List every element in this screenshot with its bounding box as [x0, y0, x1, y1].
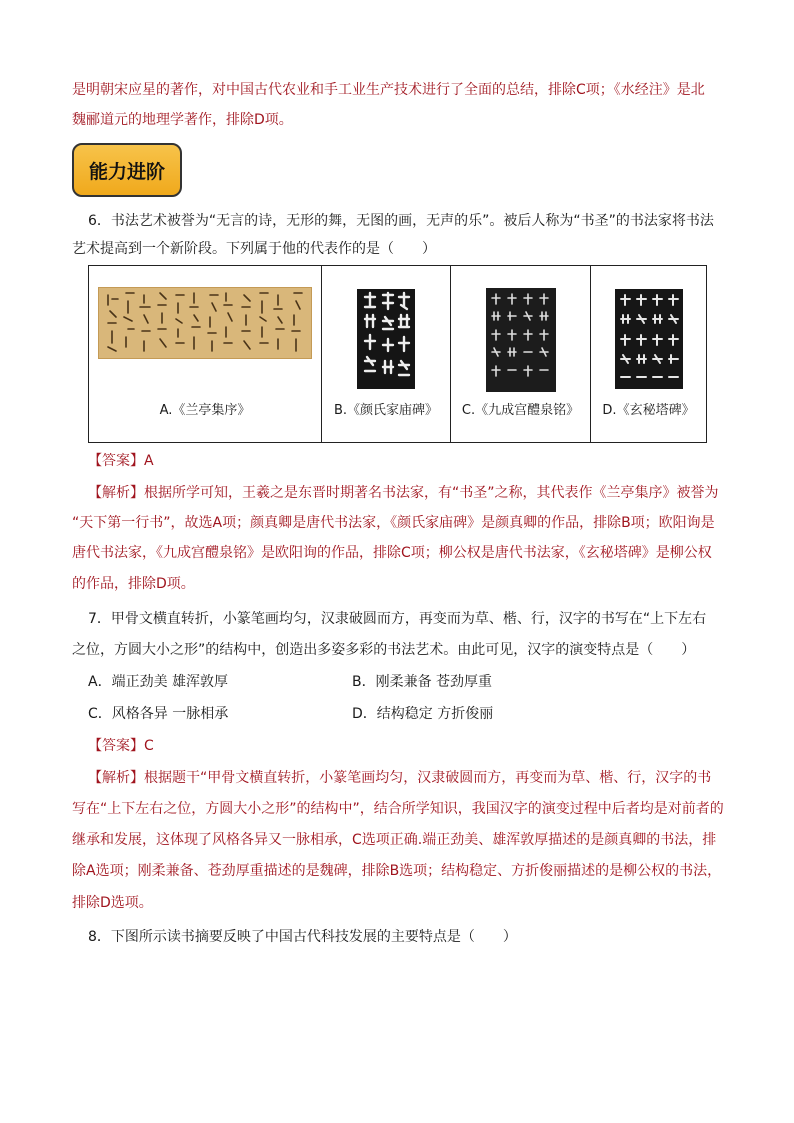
q6-answer — [88, 451, 154, 471]
q7-option-a[interactable]: A．端正劲美 雄浑敦厚 — [88, 674, 229, 690]
intro-line-1: 是明朝宋应星的著作，对中国古代农业和手工业生产技术进行了全面的总结，排除C项；《水经注》是北 — [72, 82, 705, 98]
q6-option-c[interactable] — [451, 266, 591, 443]
section-badge: 能力进阶 — [72, 143, 182, 197]
q7-option-c[interactable]: C．风格各异 一脉相承 — [88, 706, 229, 722]
q7-analysis-text-1: 根据题干“甲骨文横直转折，小篆笔画均匀，汉隶破圆而方，再变而为草、楷、行，汉字的书 — [144, 770, 712, 786]
q7-answer — [88, 736, 154, 756]
q6-analysis-line-3: 唐代书法家，《九成宫醴泉铭》是欧阳询的作品，排除C项；柳公权是唐代书法家，《玄秘塔碑》是柳公权 — [72, 545, 712, 561]
calligraphy-jiucheng-image — [486, 288, 556, 392]
q7-analysis-line-5: 排除D选项。 — [72, 895, 153, 911]
q7-stem-line-2: 之位，方圆大小之形”的结构中，创造出多姿多彩的书法艺术。由此可见，汉字的演变特点是（ ） — [72, 642, 696, 658]
q7-stem-line-1: 7．甲骨文横直转折，小篆笔画均匀，汉隶破圆而方，再变而为草、楷、行，汉字的书写在“上下左右 — [88, 611, 707, 627]
q7-analysis-line-4: 除A选项；刚柔兼备、苍劲厚重描述的是魏碑，排除B选项；结构稳定、方折俊丽描述的是柳公权的书法， — [72, 863, 722, 879]
q6-option-a[interactable] — [89, 266, 322, 443]
intro-line-2: 魏郦道元的地理学著作，排除D项。 — [72, 112, 293, 128]
q7-option-d[interactable]: D．结构稳定 方折俊丽 — [352, 706, 494, 722]
calligraphy-yanshi-image — [357, 289, 415, 389]
q6-analysis-line-4: 的作品，排除D项。 — [72, 576, 195, 592]
q6-option-d[interactable] — [591, 266, 707, 443]
q6-answer-tag: 【答案】 — [88, 453, 144, 469]
q7-analysis-line-2: 写在“上下左右之位，方圆大小之形”的结构中”，结合所学知识，我国汉字的演变过程中后者均是对前者的 — [72, 801, 724, 817]
q6-options-table — [88, 265, 707, 443]
q7-answer-value: C — [144, 738, 154, 754]
q7-analysis-line-3: 继承和发展，这体现了风格各异又一脉相承，C选项正确.端正劲美、雄浑敦厚描述的是颜真卿的书法，排 — [72, 832, 717, 848]
q6-answer-value: A — [144, 453, 154, 469]
q8-stem-line-1: 8．下图所示读书摘要反映了中国古代科技发展的主要特点是（ ） — [88, 929, 517, 945]
q7-option-b[interactable]: B．刚柔兼备 苍劲厚重 — [352, 674, 493, 690]
q6-analysis-tag: 【解析】 — [88, 485, 144, 501]
calligraphy-xuanmi-image — [615, 289, 683, 389]
calligraphy-lanting-image — [98, 287, 312, 359]
q6-option-c-label: C.《九成宫醴泉铭》 — [461, 403, 580, 418]
q6-analysis-line-2: “天下第一行书”，故选A项；颜真卿是唐代书法家，《颜氏家庙碑》是颜真卿的作品，排除B项；欧阳询是 — [72, 515, 715, 531]
q6-option-a-label: A.《兰亭集序》 — [159, 403, 251, 418]
q6-option-d-label: D.《玄秘塔碑》 — [602, 403, 695, 418]
q6-analysis-text-1: 根据所学可知，王羲之是东晋时期著名书法家，有“书圣”之称，其代表作《兰亭集序》被誉为 — [144, 485, 719, 501]
q7-answer-tag: 【答案】 — [88, 738, 144, 754]
q6-option-b[interactable] — [322, 266, 451, 443]
q6-stem-line-2: 艺术提高到一个新阶段。下列属于他的代表作的是（ ） — [72, 241, 436, 257]
q7-analysis-tag: 【解析】 — [88, 770, 144, 786]
q7-analysis-line-1 — [88, 768, 711, 788]
q6-stem-line-1: 6．书法艺术被誉为“无言的诗，无形的舞，无图的画，无声的乐”。被后人称为“书圣”的书法家将书法 — [88, 213, 714, 229]
q6-option-b-label: B.《颜氏家庙碑》 — [333, 403, 439, 418]
q6-analysis-line-1 — [88, 483, 719, 503]
